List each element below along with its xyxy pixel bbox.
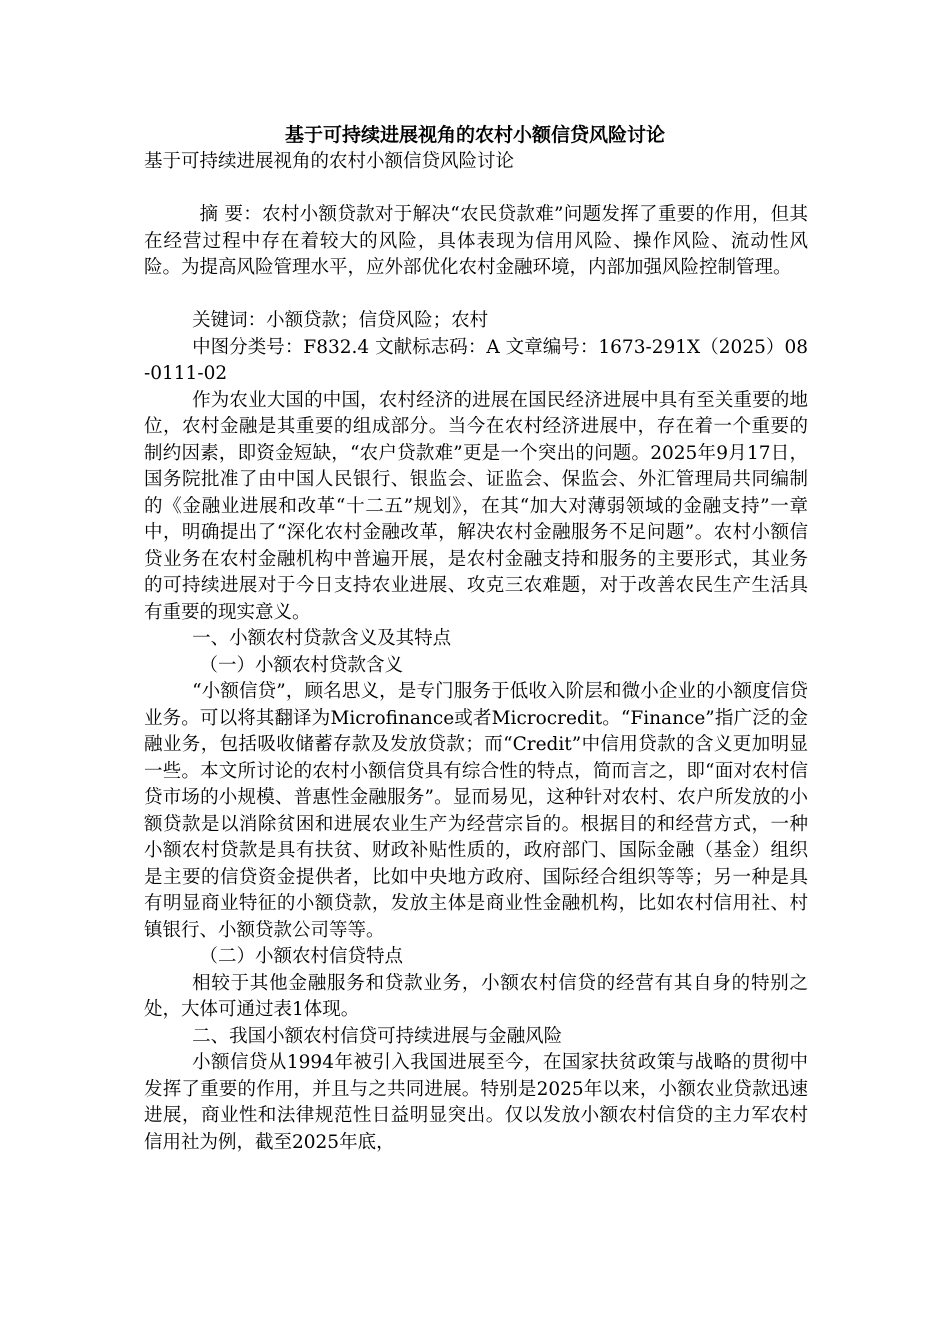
subsection-heading: （二）小额农村信贷特点 — [199, 946, 404, 967]
section-heading: 二、我国小额农村信贷可持续进展与金融风险 — [192, 1025, 563, 1047]
body-paragraph: “小额信贷”，顾名思义，是专门服务于低收入阶层和微小企业的小额度信贷业务。可以将其翻译为Microfinance或者Microcredit。“Finance”指广泛的金融业务，包括吸收储蓄存款及发放贷款；而“Credit”中信用贷款的含义更加明显一些。本文所讨论的农村小额信贷具有综合性的特点，简而言之，即“面对农村信贷市场的小规模、普惠性金融服务”。显而易见，这种针对农村、农户所发放的小额贷款是以消除贫困和进展农业生产为经营宗旨的。根据目的和经营方式，一种小额农村贷款是具有扶贫、财政补贴性质的，政府部门、国际金融（基金）组织是主要的信贷资金提供者，比如中央地方政府、国际经合组织等等；另一种是具有明显商业特征的小额贷款，发放主体是商业性金融机构，比如农村信用社、村镇银行、小额贷款公司等等。 — [144, 681, 808, 941]
blank-line — [144, 176, 808, 203]
blank-line — [144, 282, 808, 309]
abstract-paragraph: 摘 要：农村小额贷款对于解决“农民贷款难”问题发挥了重要的作用，但其在经营过程中存在着较大的风险，具体表现为信用风险、操作风险、流动性风险。为提高风险管理水平，应外部优化农村金融环境，内部加强风险控制管理。 — [144, 204, 808, 278]
body-paragraph: 小额信贷从1994年被引入我国进展至今，在国家扶贫政策与战略的贯彻中发挥了重要的作用，并且与之共同进展。特别是2025年以来，小额农业贷款迅速进展，商业性和法律规范性日益明显突出。仅以发放小额农村信贷的主力军农村信用社为例，截至2025年底， — [144, 1052, 808, 1153]
body-paragraph: 相较于其他金融服务和贷款业务，小额农村信贷的经营有其自身的特别之处，大体可通过表1体现。 — [144, 972, 808, 1020]
section-heading: 一、小额农村贷款含义及其特点 — [192, 628, 452, 649]
subsection-heading: （一）小额农村贷款含义 — [199, 654, 404, 676]
classification-line: 中图分类号：F832.4 文献标志码：A 文章编号：1673-291X（2025）08-0111-02 — [144, 336, 808, 384]
document-body — [144, 149, 808, 1156]
document-title: 基于可持续进展视角的农村小额信贷风险讨论 — [284, 124, 665, 146]
document-subtitle: 基于可持续进展视角的农村小额信贷风险讨论 — [144, 151, 515, 172]
keywords-line: 关键词：小额贷款；信贷风险；农村 — [192, 310, 489, 331]
body-paragraph: 作为农业大国的中国，农村经济的进展在国民经济进展中具有至关重要的地位，农村金融是其重要的组成部分。当今在农村经济进展中，存在着一个重要的制约因素，即资金短缺，“农户贷款难”更是一个突出的问题。2025年9月17日，国务院批准了由中国人民银行、银监会、证监会、保监会、外汇管理局共同编制的《金融业进展和改革“十二五”规划》，在其“加大对薄弱领域的金融支持”一章中，明确提出了“深化农村金融改革，解决农村金融服务不足问题”。农村小额信贷业务在农村金融机构中普遍开展，是农村金融支持和服务的主要形式，其业务的可持续进展对于今日支持农业进展、攻克三农难题，对于改善农民生产生活具有重要的现实意义。 — [144, 389, 808, 623]
